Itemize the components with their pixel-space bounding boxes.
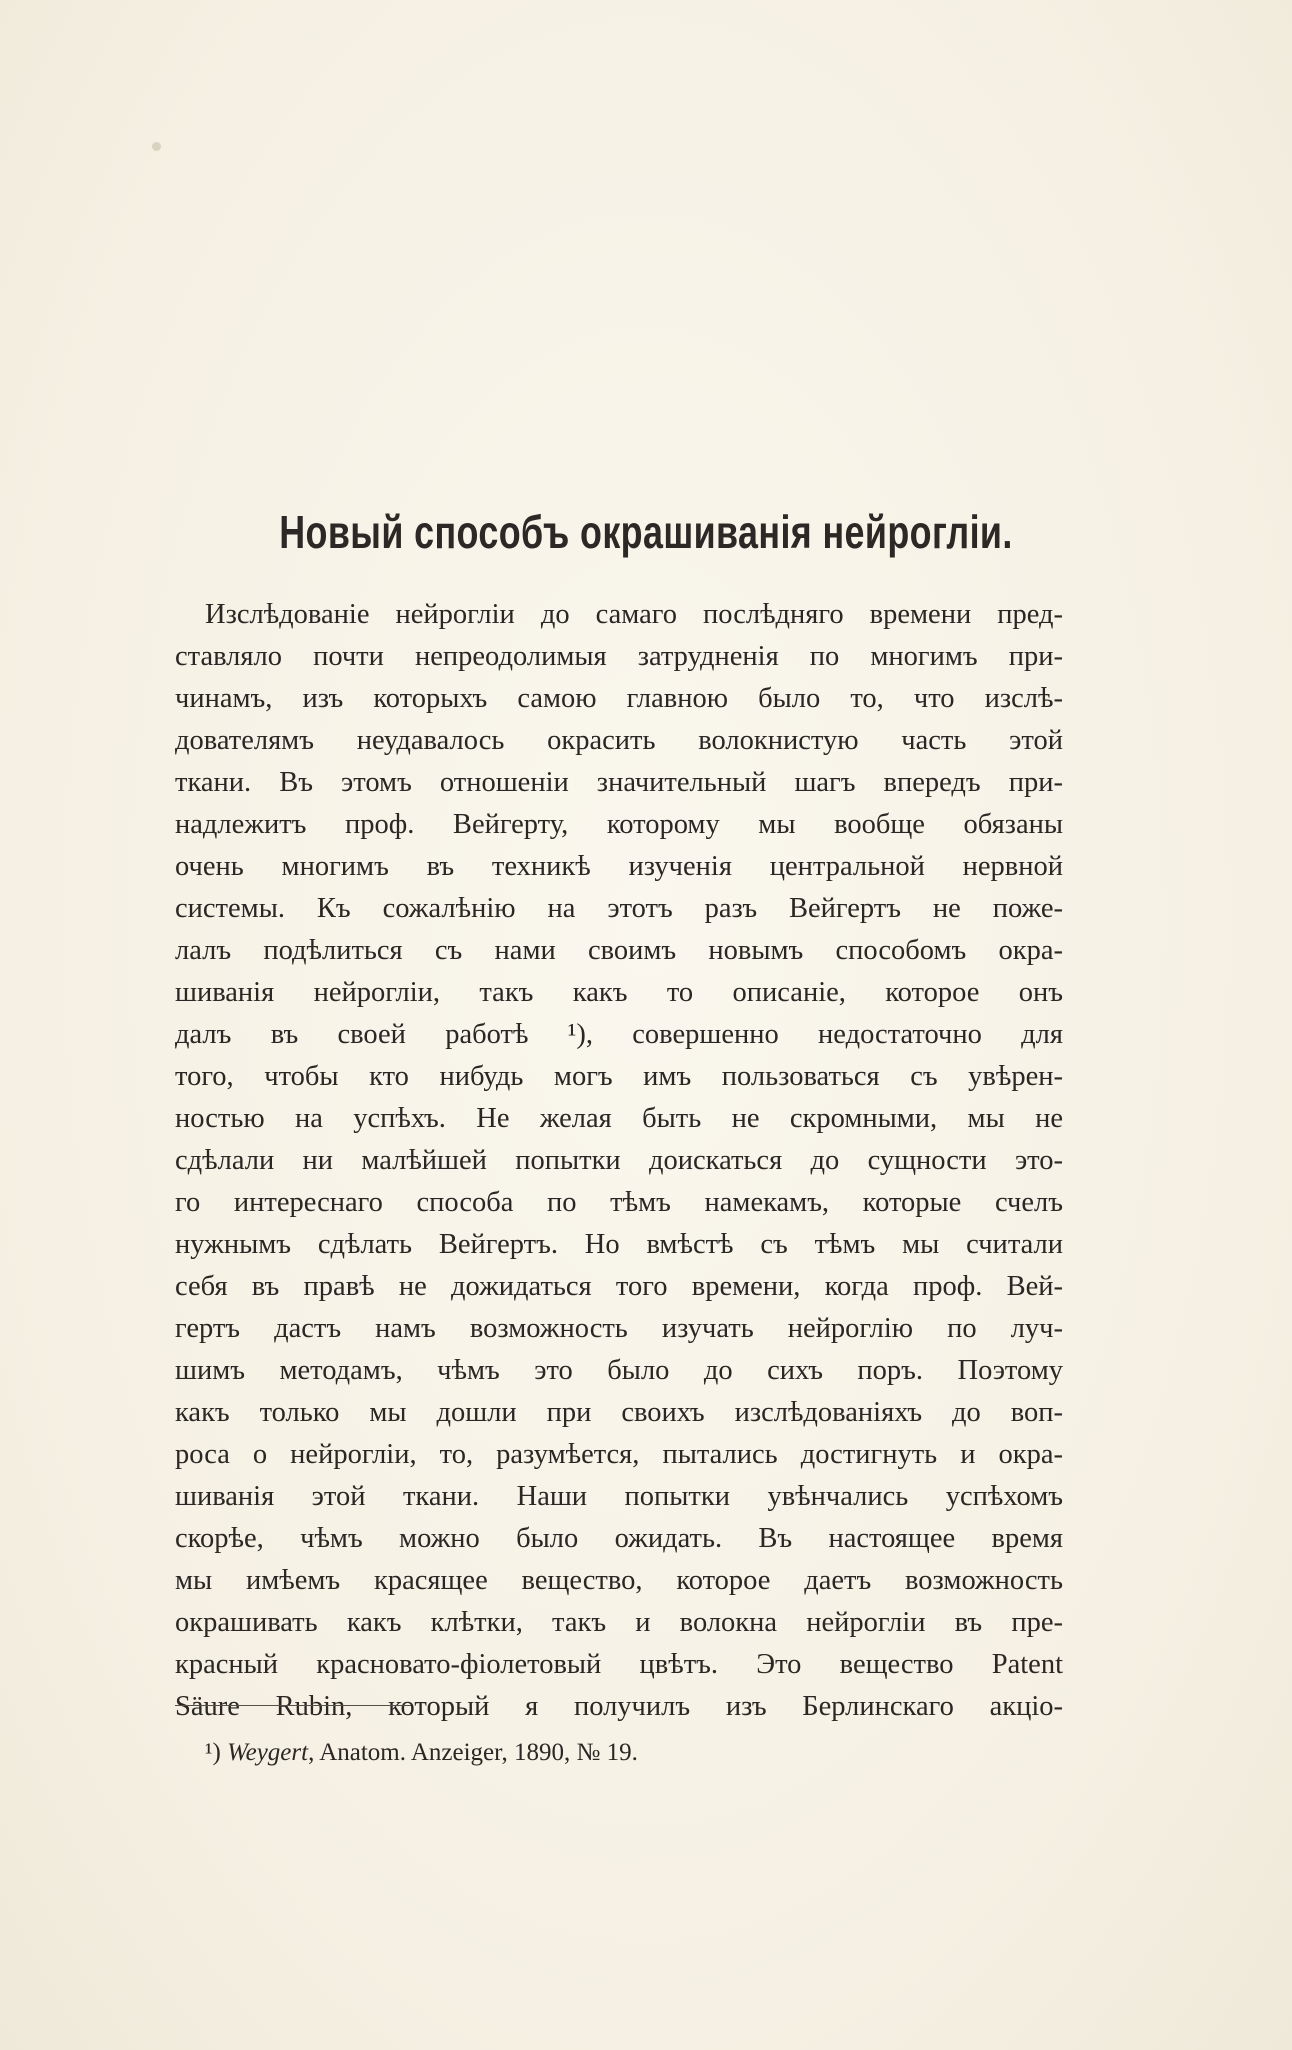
body-line: мы имѣемъ красящее вещество, которое даетъ возможность <box>175 1565 1063 1596</box>
footnote <box>205 1735 638 1771</box>
body-line: го интереснаго способа по тѣмъ намекамъ, которые счелъ <box>175 1187 1063 1218</box>
body-line: окрашивать какъ клѣтки, такъ и волокна нейрогліи въ пре- <box>175 1607 1063 1638</box>
body-line: шимъ методамъ, чѣмъ это было до сихъ поръ. Поэтому <box>175 1355 1063 1386</box>
body-line: роса о нейрогліи, то, разумѣется, пытались достигнуть и окра- <box>175 1439 1063 1470</box>
body-line: скорѣе, чѣмъ можно было ожидать. Въ настоящее время <box>175 1523 1063 1554</box>
body-line: шиванія этой ткани. Наши попытки увѣнчались успѣхомъ <box>175 1481 1063 1512</box>
body-line: чинамъ, изъ которыхъ самою главною было то, что изслѣ- <box>175 683 1063 714</box>
paper-speck <box>152 142 161 151</box>
body-line: далъ въ своей работѣ ¹), совершенно недостаточно для <box>175 1019 1063 1050</box>
body-line: того, чтобы кто нибудь могъ имъ пользоваться съ увѣрен- <box>175 1061 1063 1092</box>
body-line: красный красновато-фіолетовый цвѣтъ. Это вещество Patent <box>175 1649 1063 1680</box>
body-paragraph <box>175 594 1063 1728</box>
footnote-divider <box>175 1705 411 1706</box>
body-line: какъ только мы дошли при своихъ изслѣдованіяхъ до воп- <box>175 1397 1063 1428</box>
body-line: ставляло почти непреодолимыя затрудненія по многимъ при- <box>175 641 1063 672</box>
body-line: ностью на успѣхъ. Не желая быть не скромными, мы не <box>175 1103 1063 1134</box>
body-line: лалъ подѣлиться съ нами своимъ новымъ способомъ окра- <box>175 935 1063 966</box>
body-line: Изслѣдованіе нейрогліи до самаго послѣдняго времени пред- <box>205 599 1063 630</box>
footnote-citation: , Anatom. Anzeiger, 1890, № 19. <box>308 1739 638 1766</box>
body-line: гертъ дастъ намъ возможность изучать нейроглію по луч- <box>175 1313 1063 1344</box>
body-line: очень многимъ въ техникѣ изученія центральной нервной <box>175 851 1063 882</box>
body-line: шиванія нейрогліи, такъ какъ то описаніе, которое онъ <box>175 977 1063 1008</box>
body-line: дователямъ неудавалось окрасить волокнистую часть этой <box>175 725 1063 756</box>
footnote-marker: ¹) <box>205 1739 221 1766</box>
footnote-author: Weygert <box>227 1739 309 1766</box>
body-line: себя въ правѣ не дожидаться того времени, когда проф. Вей- <box>175 1271 1063 1302</box>
body-line: системы. Къ сожалѣнію на этотъ разъ Вейгертъ не поже- <box>175 893 1063 924</box>
body-line: Säure Rubin, который я получилъ изъ Берлинскаго акціо- <box>175 1691 1063 1722</box>
body-line: нужнымъ сдѣлать Вейгертъ. Но вмѣстѣ съ тѣмъ мы считали <box>175 1229 1063 1260</box>
body-line: надлежитъ проф. Вейгерту, которому мы вообще обязаны <box>175 809 1063 840</box>
page-title: Новый способъ окрашиванія нейрогліи. <box>279 506 1013 558</box>
body-line: сдѣлали ни малѣйшей попытки доискаться до сущности это- <box>175 1145 1063 1176</box>
body-line: ткани. Въ этомъ отношеніи значительный шагъ впередъ при- <box>175 767 1063 798</box>
